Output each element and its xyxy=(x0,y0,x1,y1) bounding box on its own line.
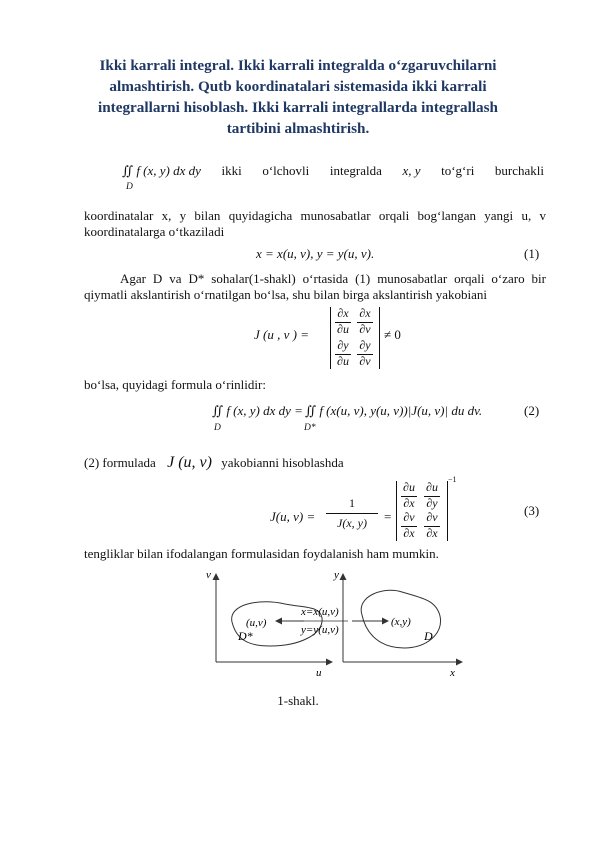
intro-word-3: integralda xyxy=(329,163,382,178)
page-title: Ikki karrali integral. Ikki karrali integralda o‘zgaruvchilarni almashtirish. Qutb koordinatalari sistemasida ikki karrali integrallarni hisoblash. Ikki karrali integrallarda integrallash tartibini almashtirish. xyxy=(98,57,498,137)
eq3-m21: ∂v xyxy=(403,510,415,524)
equation-2-rhs: ∬ f (x(u, v), y(u, v))|J(u, v)| du dv. xyxy=(305,403,483,418)
intro-word-4: x, y xyxy=(402,163,421,178)
label-point-xy: (x,y) xyxy=(391,616,411,628)
jac-m21: ∂y xyxy=(337,338,349,352)
eq3-m22: ∂v xyxy=(426,510,438,524)
equation-3-lhs: J(u, v) = xyxy=(270,509,316,524)
intro-integral: ∬ f (x, y) dx dy xyxy=(122,163,201,178)
jac-m22: ∂y xyxy=(359,338,371,352)
equation-2-lhs: ∬ f (x, y) dx dy = xyxy=(212,403,303,418)
equation-1-number: (1) xyxy=(524,246,540,261)
equation-3-eq: = xyxy=(384,509,392,524)
paragraph-2: Agar D va D* sohalar(1-shakl) o‘rtasida (1) munosabatlar orqali o‘zaro bir qiymatli akslantirish o‘rnatilgan bo‘lsa, shu bilan birga akslantirish yakobiani xyxy=(84,271,546,302)
label-v: v xyxy=(206,569,211,581)
label-map-x: x=x(u,v) xyxy=(301,606,339,618)
paragraph-3: bo‘lsa, quyidagi formula o‘rinlidir: xyxy=(84,377,266,392)
label-map-y: y=y(u,v) xyxy=(301,624,339,636)
paragraph-4-start: (2) formulada xyxy=(84,455,156,470)
jac-d22: ∂v xyxy=(359,354,371,368)
equation-1: x = x(u, v), y = y(u, v). xyxy=(256,246,375,261)
jac-m12: ∂x xyxy=(359,306,371,320)
paragraph-5: tengliklar bilan ifodalangan formulasidan foydalanish ham mumkin. xyxy=(84,546,439,561)
label-u: u xyxy=(316,667,322,679)
eq3-d11: ∂x xyxy=(403,496,415,510)
jac-d11: ∂u xyxy=(337,322,349,336)
eq3-d12: ∂y xyxy=(426,496,438,510)
jac-d12: ∂v xyxy=(359,322,371,336)
intro-word-6: burchakli xyxy=(494,163,544,178)
label-d-star: D* xyxy=(238,629,253,643)
equation-3-power: −1 xyxy=(448,475,457,484)
eq3-m11: ∂u xyxy=(403,480,415,494)
jac-m11: ∂x xyxy=(337,306,349,320)
intro-word-5: to‘g‘ri xyxy=(441,163,475,178)
paragraph-4-end: yakobianni hisoblashda xyxy=(221,455,344,470)
intro-word-1: ikki xyxy=(221,163,242,178)
intro-word-2: o‘lchovli xyxy=(262,163,310,178)
paragraph-1: koordinatalar x, y bilan quyidagicha munosabatlar orqali bog‘langan yangi u, v koordinatalarga o‘tkaziladi xyxy=(84,208,546,239)
equation-3-frac-num: 1 xyxy=(349,496,355,510)
eq3-m12: ∂u xyxy=(426,480,438,494)
equation-2-rhs-sub: D* xyxy=(304,423,316,433)
equation-3-number: (3) xyxy=(524,503,540,518)
eq3-d21: ∂x xyxy=(403,526,415,540)
figure-caption: 1-shakl. xyxy=(277,693,319,708)
equation-3-frac-den: J(x, y) xyxy=(337,516,367,530)
intro-integral-sub: D xyxy=(126,182,133,192)
label-point-uv: (u,v) xyxy=(246,617,267,629)
label-d: D xyxy=(424,629,433,643)
label-y: y xyxy=(334,569,339,581)
jacobian-rhs: ≠ 0 xyxy=(384,327,401,342)
equation-2-lhs-sub: D xyxy=(214,423,221,433)
eq3-d22: ∂x xyxy=(426,526,438,540)
jac-d21: ∂u xyxy=(337,354,349,368)
equation-2-number: (2) xyxy=(524,403,540,418)
paragraph-4-jacobian: J (u, v) xyxy=(167,454,212,471)
label-x: x xyxy=(450,667,455,679)
jacobian-lhs: J (u , v ) = xyxy=(254,327,309,342)
